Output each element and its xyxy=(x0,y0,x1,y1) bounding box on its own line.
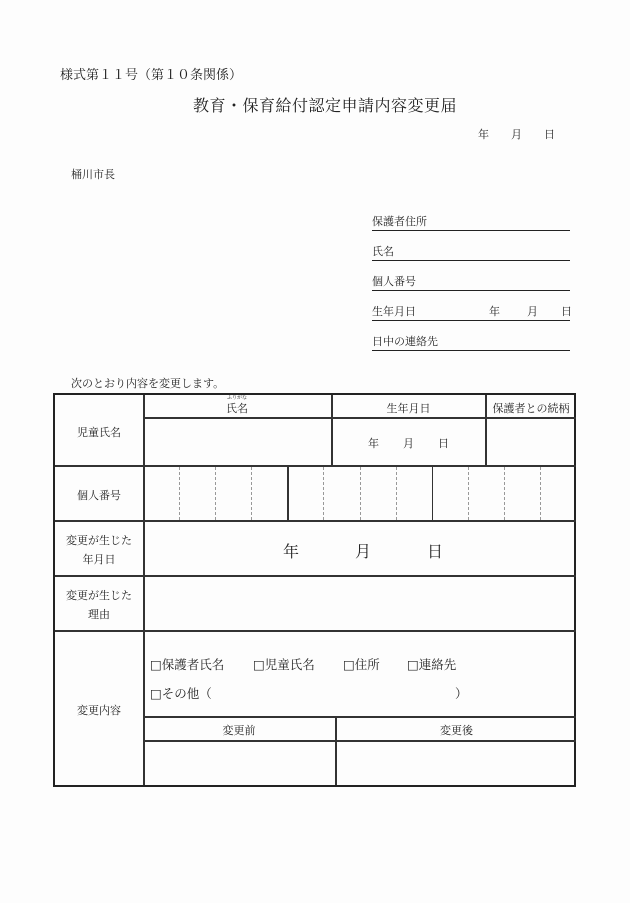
guardian-personal-number-label: 個人番号 xyxy=(372,275,416,288)
relationship-input[interactable] xyxy=(486,419,576,465)
option-contact-checkbox[interactable]: □連絡先 xyxy=(407,657,457,672)
change-date-input[interactable] xyxy=(283,539,443,562)
guardian-address-field[interactable] xyxy=(372,214,570,231)
change-date-label xyxy=(55,531,143,569)
name-header xyxy=(143,395,331,416)
day-label: 日 xyxy=(427,542,444,561)
day-label: 日 xyxy=(561,305,572,318)
digit-divider xyxy=(468,467,469,520)
name-header-text: 氏名 xyxy=(226,402,248,415)
form-number: 様式第１１号（第１０条関係） xyxy=(60,68,243,83)
intro-text: 次のとおり内容を変更します。 xyxy=(71,377,225,390)
addressee: 桶川市長 xyxy=(71,168,115,181)
page-title: 教育・保育給付認定申請内容変更届 xyxy=(193,96,458,115)
month-label: 月 xyxy=(527,305,538,318)
option-address-checkbox[interactable]: □住所 xyxy=(343,657,380,672)
digit-group-divider xyxy=(432,467,434,520)
change-date-label-line2: 年月日 xyxy=(82,553,116,566)
month-label: 月 xyxy=(403,437,414,450)
change-reason-label-line2: 理由 xyxy=(88,608,110,621)
digit-divider xyxy=(540,467,541,520)
personal-number-label: 個人番号 xyxy=(77,489,121,502)
after-input[interactable] xyxy=(337,742,576,785)
change-reason-label xyxy=(55,586,143,624)
after-header: 変更後 xyxy=(440,724,473,737)
digit-divider xyxy=(504,467,505,520)
guardian-birthdate-label: 生年月日 xyxy=(372,305,416,318)
day-label: 日 xyxy=(544,128,555,141)
personal-number-input[interactable] xyxy=(143,467,576,520)
daytime-contact-field[interactable] xyxy=(372,334,570,351)
day-label: 日 xyxy=(438,437,449,450)
digit-group-divider xyxy=(287,467,289,520)
change-content-label: 変更内容 xyxy=(77,704,121,717)
digit-divider xyxy=(360,467,361,520)
row-divider xyxy=(55,630,576,632)
child-name-input[interactable] xyxy=(143,419,331,465)
year-label: 年 xyxy=(489,305,500,318)
option-child-name-checkbox[interactable]: □児童氏名 xyxy=(253,657,315,672)
option-other-checkbox[interactable]: □その他（ xyxy=(150,686,212,701)
option-guardian-name-checkbox[interactable]: □保護者氏名 xyxy=(150,657,225,672)
other-close-paren: ） xyxy=(455,686,468,701)
child-birthdate-input[interactable] xyxy=(332,435,485,451)
guardian-name-label: 氏名 xyxy=(372,245,394,258)
digit-divider xyxy=(215,467,216,520)
year-label: 年 xyxy=(368,437,379,450)
before-input[interactable] xyxy=(144,742,335,785)
change-reason-input[interactable] xyxy=(144,577,576,630)
row-divider xyxy=(55,520,576,522)
digit-divider xyxy=(251,467,252,520)
furigana-label: ふりがな xyxy=(226,395,247,401)
month-label: 月 xyxy=(355,542,372,561)
guardian-personal-number-field[interactable] xyxy=(372,274,570,291)
digit-divider xyxy=(396,467,397,520)
guardian-name-field[interactable] xyxy=(372,244,570,261)
digit-divider xyxy=(323,467,324,520)
child-name-label: 児童氏名 xyxy=(77,426,121,439)
submission-date xyxy=(478,126,555,142)
change-reason-label-line1: 変更が生じた xyxy=(66,589,132,602)
guardian-birthdate-field[interactable] xyxy=(372,304,570,321)
guardian-address-label: 保護者住所 xyxy=(372,215,427,228)
relationship-header: 保護者との続柄 xyxy=(492,402,570,415)
year-label: 年 xyxy=(283,542,300,561)
month-label: 月 xyxy=(511,128,522,141)
daytime-contact-label: 日中の連絡先 xyxy=(372,335,438,348)
before-header: 変更前 xyxy=(222,724,256,737)
digit-divider xyxy=(179,467,180,520)
birthdate-header: 生年月日 xyxy=(386,402,431,415)
before-after-header-divider xyxy=(143,716,576,718)
change-date-label-line1: 変更が生じた xyxy=(66,534,132,547)
change-form-table xyxy=(53,393,576,787)
year-label: 年 xyxy=(478,128,489,141)
